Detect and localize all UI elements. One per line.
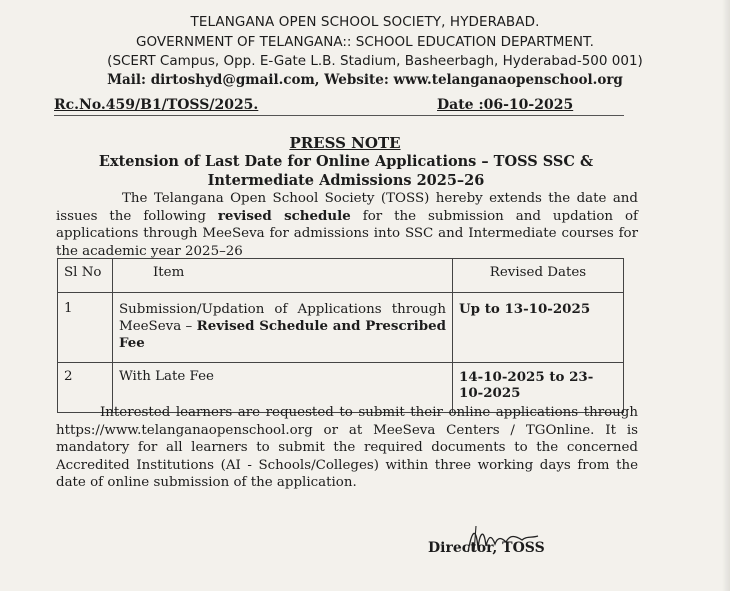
signatory-designation: Director, TOSS [428,540,545,556]
row-item-bold: Revised Schedule and Prescribed Fee [119,318,446,351]
intro-paragraph [56,190,638,260]
table-header-row [58,259,624,293]
row-item-plain: Submission/Updation of Applications through MeeSeva – [119,302,446,334]
header-revised-dates: Revised Dates [453,259,624,293]
press-note-title [66,152,626,190]
row-sl: 1 [58,293,113,363]
scan-edge-shadow [722,0,730,591]
address-line: (SCERT Campus, Opp. E-Gate L.B. Stadium, Basheerbagh, Hyderabad-500 001) [107,53,643,69]
reference-number: Rc.No.459/B1/TOSS/2025. [54,97,259,113]
govt-department: GOVERNMENT OF TELANGANA:: SCHOOL EDUCATION DEPARTMENT. [136,34,594,50]
row-item: With Late Fee [113,363,453,413]
contact-line: Mail: dirtoshyd@gmail.com, Website: www.telanganaopenschool.org [107,72,623,88]
intro-text-bold: revised schedule [217,207,351,224]
intro-text-end: for the submission and updation of applications through MeeSeva for admissions into SSC and Intermediate courses for the academic year 2025–26 [56,208,638,259]
press-note-heading: PRESS NOTE [289,134,401,152]
instructions-text: Interested learners are requested to submit their online applications through https://www.telanganaopenschool.org or at MeeSeva Centers / TGOnline. It is mandatory for all learners to submit the required documents to the concerned Accredited Institutions (AI - Schools/Colleges) within three working days from the date of online submission of the application. [56,405,638,490]
row-date: 14-10-2025 to 23-10-2025 [453,363,624,413]
intro-text-start: The Telangana Open School Society (TOSS) hereby extends the date and issues the following [56,191,638,224]
header-divider [54,115,624,116]
table-row [58,293,624,363]
header-sl-no: Sl No [58,259,113,293]
instructions-paragraph [56,404,638,492]
title-line-2: Intermediate Admissions 2025–26 [207,172,485,189]
row-date: Up to 13-10-2025 [453,293,624,363]
row-sl: 2 [58,363,113,413]
schedule-table [57,258,624,413]
reference-date: Date :06-10-2025 [437,97,574,113]
header-item: Item [113,259,453,293]
title-line-1: Extension of Last Date for Online Applications – TOSS SSC & [98,153,594,170]
org-name: TELANGANA OPEN SCHOOL SOCIETY, HYDERABAD. [190,14,540,30]
row-item [113,293,453,363]
